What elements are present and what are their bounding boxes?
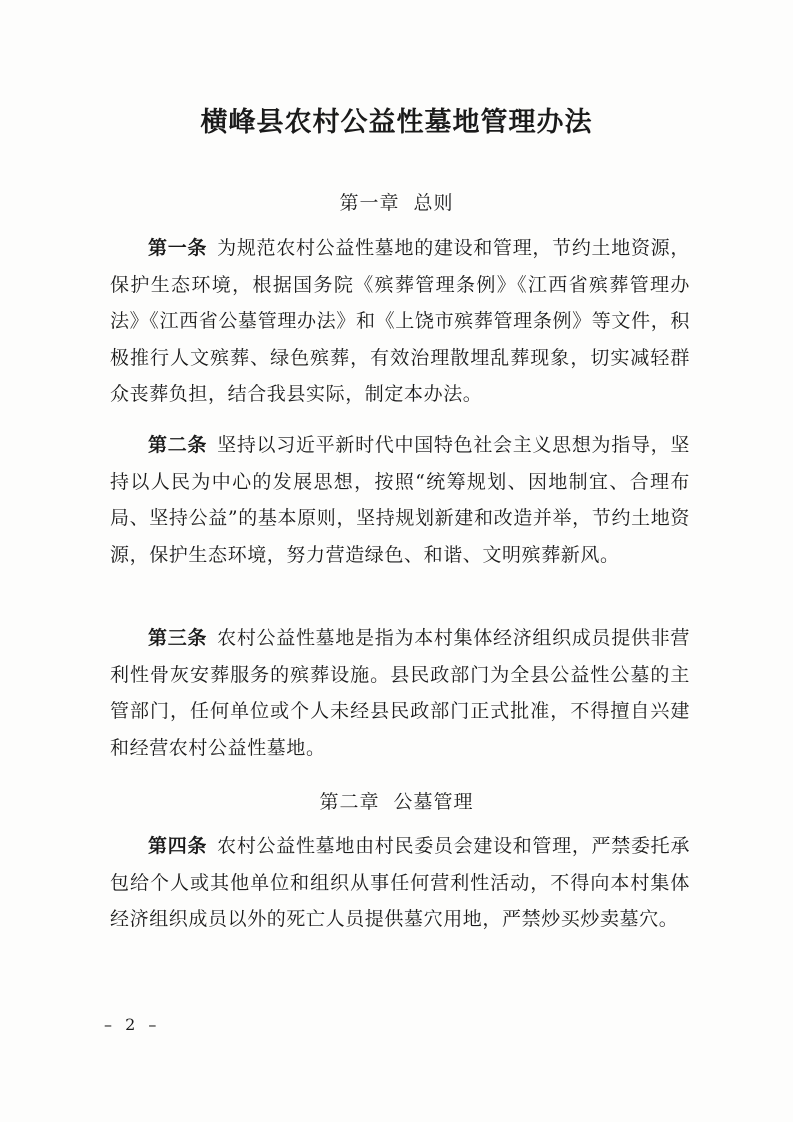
article-number: 第二条 <box>148 434 208 456</box>
chapter-number: 第一章 <box>339 192 400 214</box>
page-number: – 2 – <box>104 1015 161 1034</box>
chapter-number: 第二章 <box>319 791 380 813</box>
article-paragraph <box>110 620 690 766</box>
article-number: 第四条 <box>148 835 208 857</box>
article-text: 为规范农村公益性墓地的建设和管理，节约土地资源，保护生态环境，根据国务院《殡葬管理条例》《江西省殡葬管理办法》《江西省公墓管理办法》和《上饶市殡葬管理条例》等文件，积极推行人文殡葬、绿色殡葬，有效治理散埋乱葬现象，切实减轻群众丧葬负担，结合我县实际，制定本办法。 <box>110 237 690 405</box>
article-paragraph <box>110 427 690 573</box>
chapter-heading <box>0 188 793 215</box>
chapter-name: 公墓管理 <box>393 791 474 813</box>
article-number: 第一条 <box>148 237 208 259</box>
chapter-name: 总则 <box>413 192 454 214</box>
article-paragraph <box>110 828 690 938</box>
article-text: 农村公益性墓地由村民委员会建设和管理，严禁委托承包给个人或其他单位和组织从事任何营利性活动，不得向本村集体经济组织成员以外的死亡人员提供墓穴用地，严禁炒买炒卖墓穴。 <box>110 835 690 930</box>
article-text: 坚持以习近平新时代中国特色社会主义思想为指导，坚持以人民为中心的发展思想，按照“统筹规划、因地制宜、合理布局、坚持公益”的基本原则，坚持规划新建和改造并举，节约土地资源，保护生态环境，努力营造绿色、和谐、文明殡葬新风。 <box>110 434 690 566</box>
article-paragraph <box>110 230 690 413</box>
article-text: 农村公益性墓地是指为本村集体经济组织成员提供非营利性骨灰安葬服务的殡葬设施。县民政部门为全县公益性公墓的主管部门，任何单位或个人未经县民政部门正式批准，不得擅自兴建和经营农村公益性墓地。 <box>110 627 690 759</box>
article-number: 第三条 <box>148 627 208 649</box>
chapter-heading <box>0 787 793 814</box>
document-title: 横峰县农村公益性墓地管理办法 <box>200 107 593 138</box>
